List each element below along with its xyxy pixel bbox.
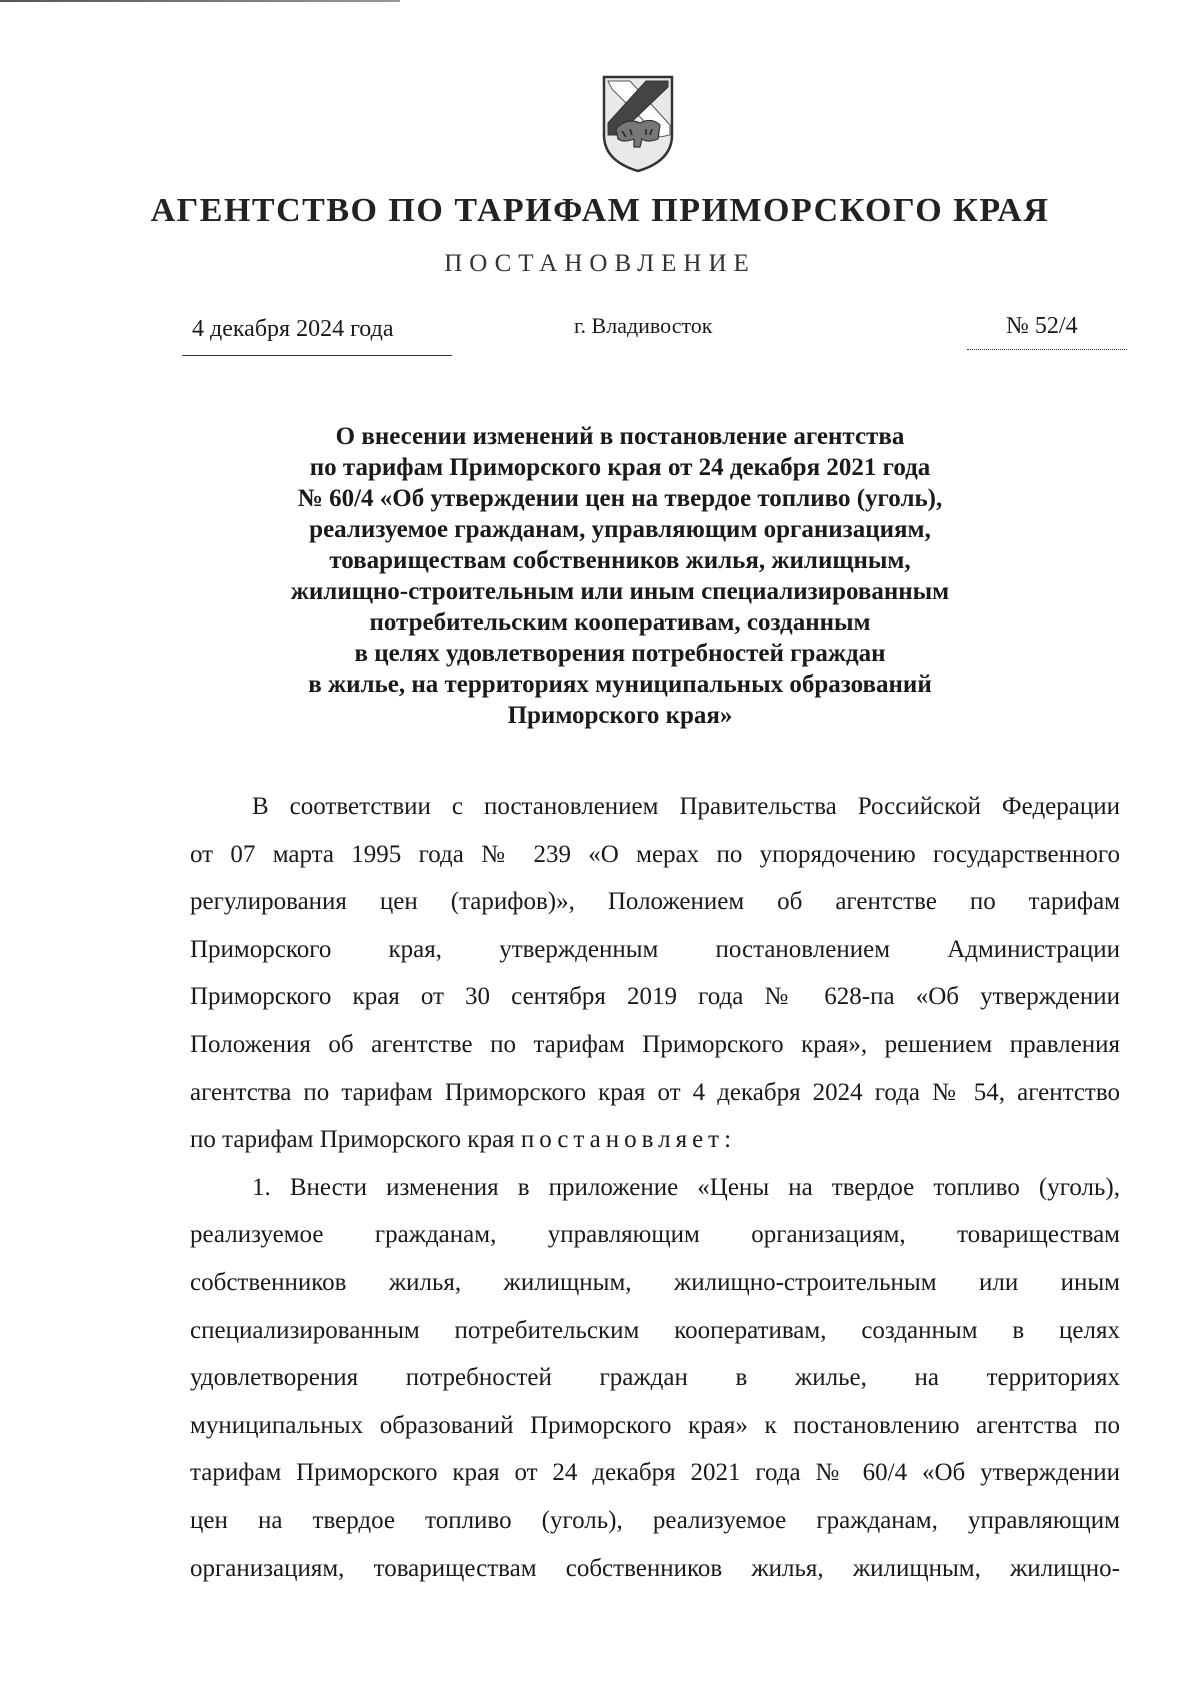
document-city: г. Владивосток (574, 313, 713, 338)
body-line: удовлетворения потребностей граждан в жилье, на территориях (190, 1364, 1120, 1392)
number-underline (967, 349, 1127, 350)
body-line: реализуемое гражданам, управляющим организациям, товариществам (190, 1221, 1120, 1249)
document-body (190, 783, 1120, 1592)
scan-edge (0, 0, 400, 2)
body-line: агентства по тарифам Приморского края от 4 декабря 2024 года № 54, агентство (190, 1078, 1120, 1106)
subject-line: О внесении изменений в постановление агентства (335, 423, 905, 450)
coat-of-arms-icon (600, 73, 676, 175)
subject-line: потребительским кооперативам, созданным (369, 609, 871, 636)
body-line: цен на твердое топливо (уголь), реализуемое гражданам, управляющим (190, 1506, 1120, 1534)
body-line: Положения об агентстве по тарифам Приморского края», решением правления (190, 1030, 1120, 1058)
agency-title: АГЕНТСТВО ПО ТАРИФАМ ПРИМОРСКОГО КРАЯ (150, 192, 1050, 229)
subject-line: по тарифам Приморского края от 24 декабря 2021 года (309, 454, 931, 481)
body-line: регулирования цен (тарифов)», Положением об агентстве по тарифам (190, 888, 1120, 916)
resolves-word: постановляет: (520, 1126, 737, 1154)
document-subject (230, 421, 1010, 731)
body-line: специализированным потребительским кооперативам, созданным в целях (190, 1316, 1120, 1344)
subject-line: реализуемое гражданам, управляющим организациям, (309, 516, 931, 543)
subject-line: в целях удовлетворения потребностей граждан (354, 640, 886, 667)
document-type: ПОСТАНОВЛЕНИЕ (444, 250, 756, 277)
subject-line: товариществам собственников жилья, жилищным, (329, 547, 911, 574)
body-line: организациям, товариществам собственников жилья, жилищным, жилищно- (190, 1554, 1120, 1582)
document-number: № 52/4 (1006, 313, 1078, 339)
body-line: тарифам Приморского края от 24 декабря 2021 года № 60/4 «Об утверждении (190, 1459, 1120, 1487)
subject-line: жилищно-строительным или иным специализированным (290, 578, 950, 605)
body-line: 1. Внести изменения в приложение «Цены на твердое топливо (уголь), (252, 1173, 1120, 1201)
body-line-prefix: по тарифам Приморского края (190, 1126, 515, 1154)
body-line: В соответствии с постановлением Правительства Российской Федерации (252, 793, 1120, 820)
body-line: от 07 марта 1995 года № 239 «О мерах по упорядочению государственного (190, 840, 1120, 868)
date-underline (182, 355, 452, 356)
body-line: муниципальных образований Приморского края» к постановлению агентства по (190, 1411, 1120, 1439)
document-date: 4 декабря 2024 года (192, 316, 394, 342)
body-line: Приморского края, утвержденным постановлением Администрации (190, 935, 1120, 963)
body-line-last (190, 1116, 1120, 1164)
body-line: Приморского края от 30 сентября 2019 года № 628-па «Об утверждении (190, 983, 1120, 1011)
subject-line: Приморского края» (507, 702, 733, 729)
subject-line: в жилье, на территориях муниципальных образований (308, 671, 932, 698)
body-line: собственников жилья, жилищным, жилищно-строительным или иным (190, 1268, 1120, 1296)
subject-line: № 60/4 «Об утверждении цен на твердое топливо (уголь), (297, 485, 943, 512)
